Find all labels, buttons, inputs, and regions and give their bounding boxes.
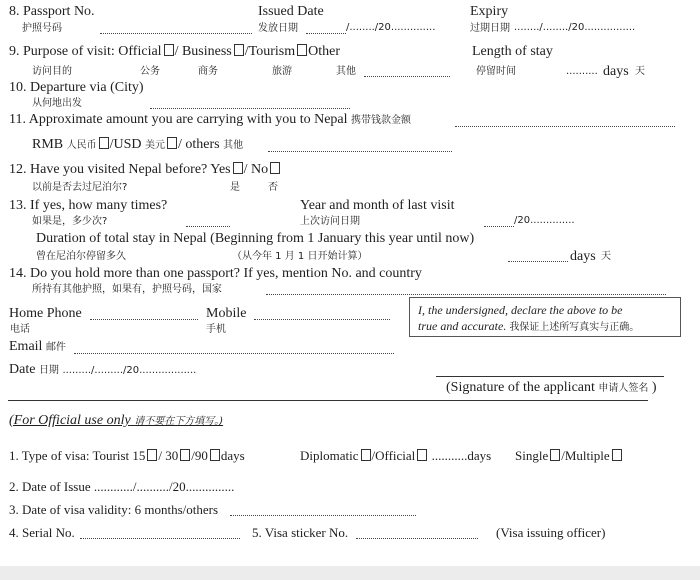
length-of-stay-days-cn: 天	[635, 66, 645, 77]
email-field[interactable]	[74, 353, 394, 354]
mobile-label-cn: 手机	[206, 324, 226, 335]
length-of-stay-field[interactable]: ..........	[566, 66, 598, 77]
purpose-of-visit-line	[9, 44, 340, 60]
passport-no-field[interactable]	[100, 33, 252, 34]
rmb-label: RMB	[32, 137, 64, 152]
serial-no-field[interactable]	[80, 538, 240, 539]
visa-type-label: 1. Type of visa: Tourist 15	[9, 448, 146, 463]
official-visa-label: /Official	[371, 448, 416, 463]
other-label-cn: 其他	[336, 66, 356, 77]
other-purpose-field[interactable]	[364, 76, 450, 77]
others-currency-field[interactable]	[268, 151, 452, 152]
official-use-label: (For Official use only	[9, 413, 131, 428]
multiple-passport-label: 14. Do you hold more than one passport? If yes, mention No. and country	[9, 266, 422, 281]
business-checkbox[interactable]	[234, 44, 244, 56]
duration-label-cn: 曾在尼泊尔停留多久	[36, 251, 126, 262]
amount-carrying-line	[9, 112, 411, 128]
business-label: / Business	[174, 44, 232, 59]
date-field[interactable]: ........./........./20..................	[62, 365, 197, 376]
entry-type-line	[515, 448, 623, 463]
serial-no-label: 4. Serial No.	[9, 525, 75, 540]
email-line	[9, 339, 66, 355]
expiry-label: Expiry	[470, 4, 509, 19]
visa-type-line	[9, 448, 245, 463]
date-label-cn: 日期	[38, 365, 59, 376]
usd-label-cn: 美元	[145, 140, 166, 151]
official-days-field[interactable]: ...........days	[431, 448, 492, 463]
purpose-label-cn: 访问目的	[32, 66, 72, 77]
visited-yes-cn: 是	[230, 182, 240, 193]
issued-date-field[interactable]: /......../20..............	[346, 22, 436, 33]
usd-label: /USD	[109, 137, 142, 152]
visited-no-cn: 否	[268, 182, 278, 193]
visited-no-checkbox[interactable]	[270, 162, 280, 174]
issued-date-label-cn: 发放日期	[258, 23, 298, 34]
tourism-label-cn: 旅游	[272, 66, 292, 77]
email-label-cn: 邮件	[45, 342, 66, 353]
visa-category-line	[300, 448, 491, 463]
departure-city-label: 10. Departure via (City)	[9, 80, 144, 95]
mobile-field[interactable]	[254, 319, 390, 320]
date-label: Date	[9, 362, 36, 377]
last-visit-month-field[interactable]	[484, 226, 514, 227]
diplomatic-label: Diplomatic	[300, 448, 359, 463]
official-visa-checkbox[interactable]	[417, 449, 427, 461]
duration-days-cn: 天	[601, 251, 611, 262]
tourist-30-label: / 30	[158, 448, 179, 463]
duration-note-cn: （从今年 1 月 1 日开始计算）	[232, 251, 368, 262]
diplomatic-checkbox[interactable]	[361, 449, 371, 461]
home-phone-label-cn: 电话	[10, 324, 30, 335]
official-label-cn: 公务	[140, 66, 160, 77]
signature-close: )	[651, 380, 657, 395]
times-visited-label: 13. If yes, how many times?	[9, 198, 168, 213]
multiple-entry-label: /Multiple	[561, 448, 610, 463]
declaration-line2-cn: 我保证上述所写真实与正确。	[509, 322, 640, 333]
visa-validity-label: 3. Date of visa validity: 6 months/others	[9, 502, 219, 517]
amount-carrying-label: 11. Approximate amount you are carrying with you to Nepal	[9, 112, 348, 127]
visited-no-label: / No	[243, 162, 269, 177]
visited-before-label: 12. Have you visited Nepal before? Yes	[9, 162, 231, 177]
home-phone-field[interactable]	[90, 319, 198, 320]
tourist-days-label: days	[220, 448, 245, 463]
length-of-stay-days: days	[603, 64, 629, 79]
date-of-issue-label: 2. Date of Issue	[9, 479, 91, 494]
date-of-issue-field[interactable]: ............/........../20...............	[93, 479, 235, 494]
amount-total-field[interactable]	[455, 126, 675, 127]
passport-no-label-cn: 护照号码	[22, 23, 62, 34]
issued-date-day-field[interactable]	[306, 33, 346, 34]
expiry-date-field[interactable]: ......../......../20................	[514, 22, 636, 33]
multiple-passport-field[interactable]	[266, 294, 666, 295]
official-use-label-cn: 请不要在下方填写。)	[134, 416, 224, 427]
duration-label: Duration of total stay in Nepal (Beginning from 1 January this year until now)	[36, 231, 475, 246]
signature-caption	[446, 380, 657, 396]
others-currency-label-cn: 其他	[223, 140, 244, 151]
signature-label: (Signature of the applicant	[446, 380, 595, 395]
last-visit-label: Year and month of last visit	[300, 198, 455, 213]
mobile-label: Mobile	[206, 306, 247, 321]
currency-line	[32, 137, 243, 153]
last-visit-label-cn: 上次访问日期	[300, 216, 360, 227]
email-label: Email	[9, 339, 43, 354]
declaration-line2-wrap	[418, 318, 639, 334]
declaration-line2: true and accurate.	[418, 319, 507, 333]
tourist-90-label: /90	[191, 448, 208, 463]
single-entry-label: Single	[515, 448, 549, 463]
issued-date-label: Issued Date	[258, 4, 324, 19]
last-visit-year-field[interactable]: /20..............	[514, 215, 575, 226]
length-of-stay-label: Length of stay	[472, 44, 553, 59]
duration-days: days	[570, 249, 596, 264]
declaration-line1: I, the undersigned, declare the above to be	[418, 303, 623, 317]
other-label: Other	[308, 44, 340, 59]
visa-officer-label: (Visa issuing officer)	[496, 525, 606, 540]
usd-checkbox[interactable]	[167, 137, 177, 149]
tourist-30-checkbox[interactable]	[180, 449, 190, 461]
times-visited-label-cn: 如果是，多少次?	[32, 216, 108, 227]
home-phone-label: Home Phone	[9, 306, 82, 321]
signature-line[interactable]	[436, 376, 664, 377]
official-use-title	[9, 413, 223, 429]
departure-city-field[interactable]	[150, 108, 350, 109]
date-of-issue-line	[9, 479, 234, 494]
purpose-label: 9. Purpose of visit: Official	[9, 44, 162, 59]
length-of-stay-label-cn: 停留时间	[476, 66, 516, 77]
visa-validity-field[interactable]	[230, 515, 416, 516]
tourism-label: /Tourism	[244, 44, 296, 59]
duration-field[interactable]	[508, 261, 568, 262]
amount-carrying-label-cn: 携带钱款金额	[351, 115, 412, 126]
multiple-entry-checkbox[interactable]	[612, 449, 622, 461]
section-divider	[8, 400, 648, 401]
expiry-label-cn: 过期日期	[470, 23, 510, 34]
visa-sticker-field[interactable]	[356, 538, 478, 539]
business-label-cn: 商务	[198, 66, 218, 77]
rmb-checkbox[interactable]	[99, 137, 109, 149]
official-checkbox[interactable]	[164, 44, 174, 56]
date-line	[9, 362, 196, 378]
tourist-15-checkbox[interactable]	[147, 449, 157, 461]
single-entry-checkbox[interactable]	[550, 449, 560, 461]
visa-sticker-label: 5. Visa sticker No.	[252, 525, 349, 540]
tourist-90-checkbox[interactable]	[210, 449, 220, 461]
rmb-label-cn: 人民币	[66, 140, 97, 151]
declaration-text	[418, 302, 639, 334]
tourism-checkbox[interactable]	[297, 44, 307, 56]
signature-label-cn: 申请人签名	[598, 383, 649, 394]
departure-city-label-cn: 从何地出发	[32, 98, 82, 109]
visited-before-line	[9, 162, 281, 178]
passport-no-label: 8. Passport No.	[9, 4, 95, 19]
others-currency-label: / others	[178, 137, 220, 152]
multiple-passport-label-cn: 所持有其他护照，如果有，护照号码，国家	[32, 284, 222, 295]
visited-before-label-cn: 以前是否去过尼泊尔?	[32, 182, 128, 193]
times-visited-field[interactable]	[186, 226, 230, 227]
visited-yes-checkbox[interactable]	[233, 162, 243, 174]
